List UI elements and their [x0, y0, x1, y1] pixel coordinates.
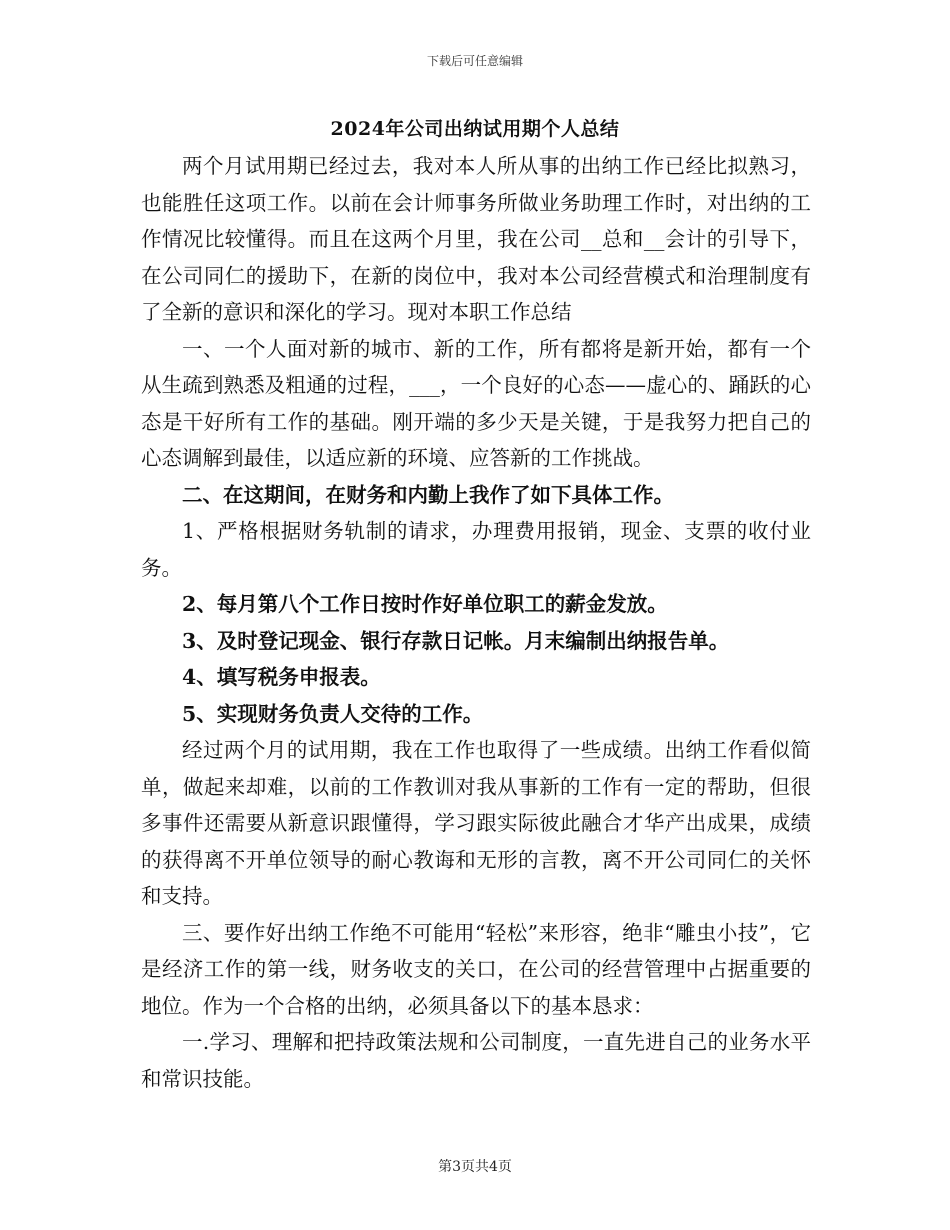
document-title: 2024年公司出纳试用期个人总结 — [330, 118, 620, 140]
paragraph-achievements: 经过两个月的试用期，我在工作也取得了一些成绩。出纳工作看似简单，做起来却难，以前的工作教训对我从事新的工作有一定的帮助，但很多事件还需要从新意识跟懂得，学习跟实际彼此融合才华产出成果，成绩的获得离不开单位领导的耐心教诲和无形的言教，离不开公司同仁的关怀和支持。 — [141, 738, 811, 908]
paragraph-item-5: 5、实现财务负责人交待的工作。 — [182, 701, 484, 726]
paragraph-item-1: 1、严格根据财务轨制的请求，办理费用报销，现金、支票的收付业务。 — [141, 519, 811, 580]
document-body — [141, 148, 811, 1097]
page-number: 第3页共4页 — [438, 1159, 512, 1175]
paragraph-item-3: 3、及时登记现金、银行存款日记帐。月末编制出纳报告单。 — [182, 628, 730, 653]
page-header: 下载后可任意编辑 — [426, 54, 523, 68]
paragraph-section-three: 三、要作好出纳工作绝不可能用“轻松”来形容，绝非“雕虫小技”，它是经济工作的第一线，财务收支的关口，在公司的经营管理中占据重要的地位。作为一个合格的出纳，必须具备以下的基本恳求： — [141, 920, 811, 1018]
paragraph-item-2: 2、每月第八个工作日按时作好单位职工的薪金发放。 — [182, 592, 668, 616]
paragraph-requirement-one: 一.学习、理解和把持政策法规和公司制度，一直先进自己的业务水平和常识技能。 — [141, 1030, 811, 1091]
paragraph-section-two-heading: 二、在这期间，在财务和内勤上我作了如下具体工作。 — [182, 482, 674, 507]
paragraph-intro: 两个月试用期已经过去，我对本人所从事的出纳工作已经比拟熟习，也能胜任这项工作。以前在会计师事务所做业务助理工作时，对出纳的工作情况比较懂得。而且在这两个月里，我在公司__总和__会计的引导下，在公司同仁的援助下，在新的岗位中，我对本公司经营模式和治理制度有了全新的意识和深化的学习。现对本职工作总结 — [141, 154, 811, 324]
paragraph-item-4: 4、填写税务申报表。 — [182, 665, 381, 689]
paragraph-section-one: 一、一个人面对新的城市、新的工作，所有都将是新开始，都有一个从生疏到熟悉及粗通的过程，___，一个良好的心态——虚心的、踊跃的心态是干好所有工作的基础。刚开端的多少天是关键，于是我努力把自己的心态调解到最佳，以适应新的环境、应答新的工作挑战。 — [141, 336, 811, 470]
